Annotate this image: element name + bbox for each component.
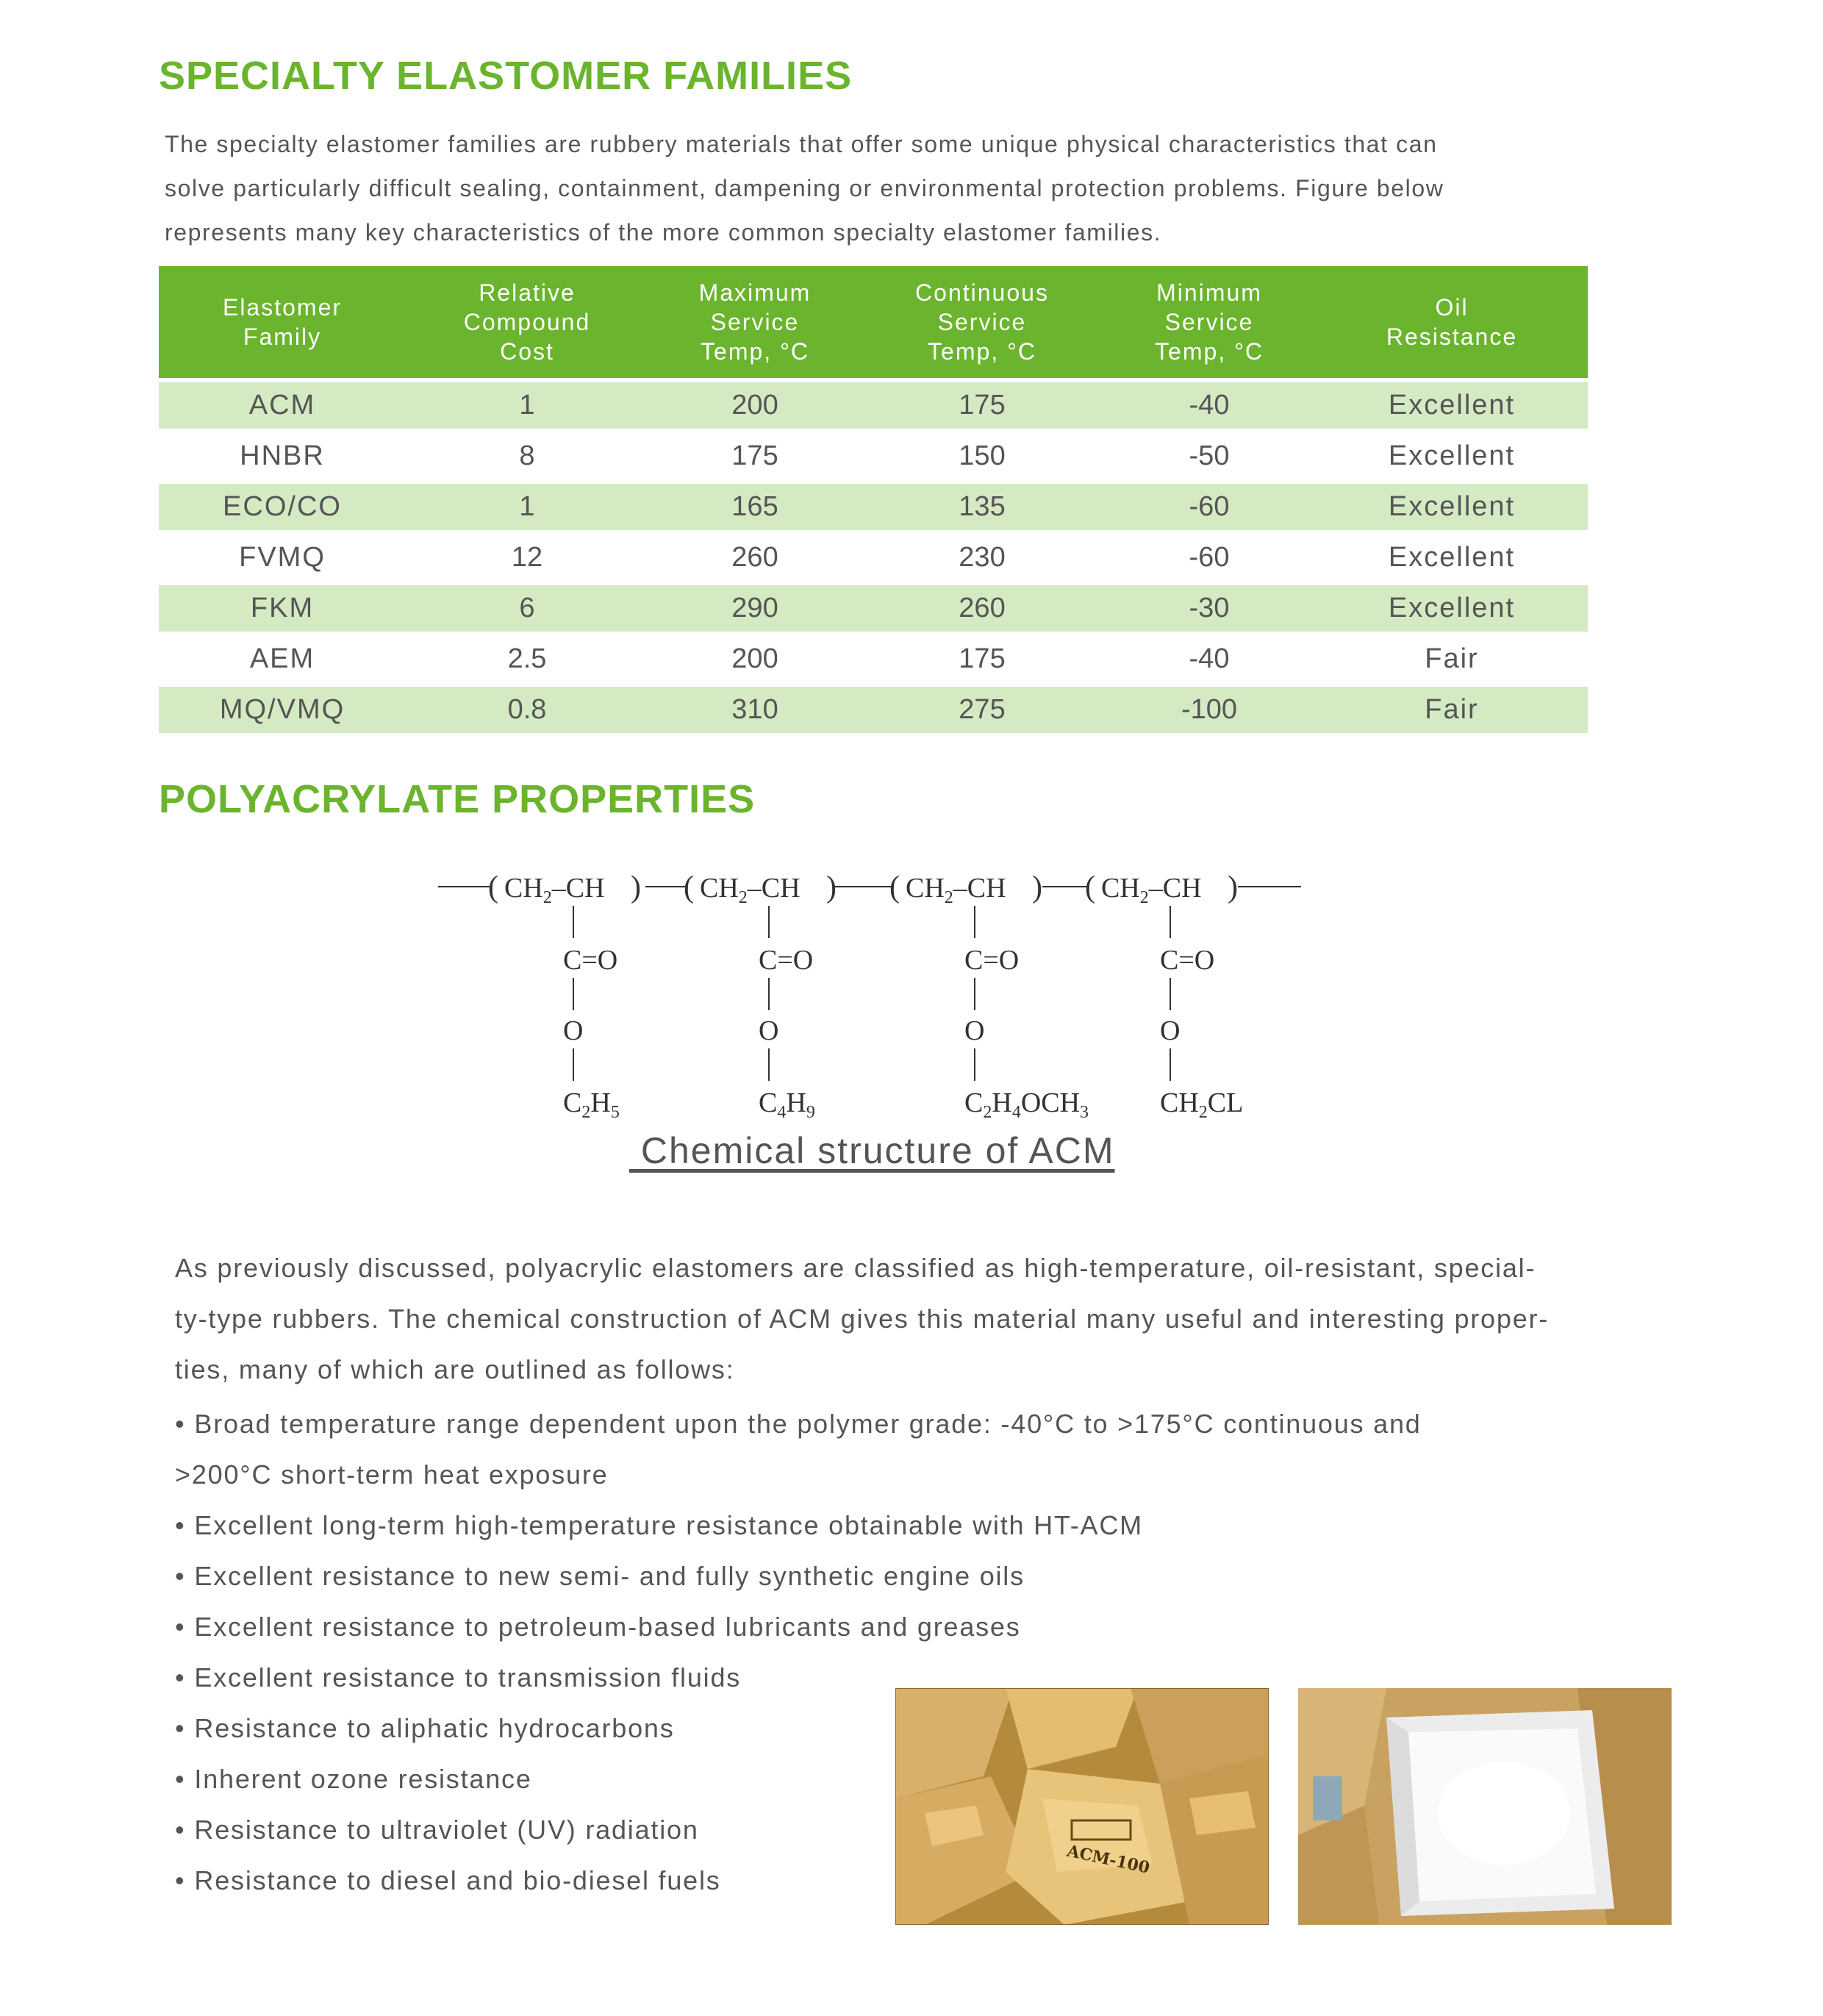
cell-max-temp: 175 [648, 431, 862, 482]
cell-oil: Excellent [1316, 431, 1588, 482]
paren-open: ( [1085, 871, 1095, 904]
table-row [159, 532, 1588, 583]
table-row [159, 634, 1588, 684]
oxygen-label: O [759, 1015, 779, 1046]
paren-close: ) [1032, 871, 1042, 904]
section-title-polyacrylate: POLYACRYLATE PROPERTIES [159, 777, 756, 821]
header-family [159, 266, 406, 380]
cell-oil: Excellent [1316, 583, 1588, 634]
header-line: Service [1164, 309, 1254, 335]
oxygen-label: O [563, 1015, 584, 1046]
header-oil [1316, 266, 1588, 380]
cell-family: HNBR [159, 431, 406, 482]
cell-min-temp: -50 [1103, 431, 1316, 482]
carbonyl-label: C=O [563, 945, 618, 976]
oxygen-label: O [964, 1015, 985, 1046]
side-group-label: $C_2H_5$ [563, 1087, 620, 1122]
header-cont-temp [862, 266, 1103, 380]
carbonyl-label: C=O [964, 945, 1020, 976]
list-item [175, 1398, 1422, 1449]
cell-cost: 2.5 [406, 634, 648, 684]
list-item-text: Broad temperature range dependent upon the polymer grade: -40°C to >175°C continuous and [194, 1409, 1422, 1439]
list-item-text: Excellent resistance to petroleum-based lubricants and greases [194, 1612, 1021, 1642]
side-group-label: $C_4H_9$ [759, 1087, 815, 1122]
paren-open: ( [889, 871, 900, 904]
cell-oil: Excellent [1316, 482, 1588, 532]
header-line: Service [710, 309, 800, 335]
cell-family: MQ/VMQ [159, 684, 406, 735]
intro-line: represents many key characteristics of the more common specialty elastomer families. [165, 219, 1162, 246]
header-line: Oil [1435, 294, 1469, 321]
header-cost [406, 266, 648, 380]
list-item-text: >200°C short-term heat exposure [175, 1459, 609, 1490]
table-body [159, 380, 1588, 735]
intro-line: The specialty elastomer families are rubbery materials that offer some unique physical characteristics that can [165, 131, 1438, 157]
cell-family: ECO/CO [159, 482, 406, 532]
cell-min-temp: -40 [1103, 634, 1316, 684]
section-title-specialty: SPECIALTY ELASTOMER FAMILIES [159, 54, 853, 98]
side-group-label: $CH_2CL$ [1160, 1087, 1244, 1122]
table-header-row [159, 266, 1588, 380]
list-item [175, 1601, 1422, 1652]
cell-family: AEM [159, 634, 406, 684]
header-line: Elastomer [222, 294, 343, 321]
paren-open: ( [488, 871, 498, 904]
header-line: Temp, °C [928, 338, 1036, 365]
header-line: Resistance [1386, 324, 1518, 350]
cell-cost: 12 [406, 532, 648, 583]
header-max-temp [648, 266, 862, 380]
cell-family: FVMQ [159, 532, 406, 583]
cell-cost: 0.8 [406, 684, 648, 735]
cell-oil: Excellent [1316, 532, 1588, 583]
cell-family: FKM [159, 583, 406, 634]
cell-max-temp: 200 [648, 634, 862, 684]
list-item-text: Excellent long-term high-temperature resistance obtainable with HT-ACM [194, 1510, 1143, 1540]
paren-close: ) [631, 871, 641, 904]
header-line: Continuous [915, 279, 1049, 306]
list-item-text: Excellent resistance to new semi- and fully synthetic engine oils [194, 1561, 1025, 1591]
list-item [175, 1500, 1422, 1551]
list-item-text: Excellent resistance to transmission fluids [194, 1662, 742, 1692]
cell-cont-temp: 175 [862, 380, 1103, 431]
intro-paragraph [165, 122, 1576, 254]
list-item-text: Resistance to aliphatic hydrocarbons [194, 1713, 675, 1743]
bullet-dot: • [175, 1815, 186, 1845]
bullet-dot: • [175, 1612, 186, 1642]
repeat-unit-label: $CH_2-CH$ [504, 873, 605, 907]
repeat-unit-label: $CH_2-CH$ [700, 873, 801, 907]
cell-max-temp: 310 [648, 684, 862, 735]
header-line: Compound [463, 309, 591, 335]
carbonyl-label: C=O [1160, 945, 1215, 976]
list-item-text: Resistance to diesel and bio-diesel fuels [194, 1865, 721, 1895]
acm-bags-photo [895, 1688, 1269, 1925]
elastomer-table [159, 266, 1588, 737]
cell-cont-temp: 135 [862, 482, 1103, 532]
table-row [159, 482, 1588, 532]
cell-min-temp: -60 [1103, 532, 1316, 583]
cell-max-temp: 260 [648, 532, 862, 583]
repeat-unit-label: $CH_2-CH$ [1101, 873, 1202, 907]
cell-max-temp: 200 [648, 380, 862, 431]
cell-cont-temp: 275 [862, 684, 1103, 735]
header-line: Minimum [1156, 279, 1262, 306]
header-line: Relative [479, 279, 576, 306]
header-line: Cost [500, 338, 554, 365]
bullet-dot: • [175, 1865, 186, 1895]
paren-close: ) [826, 871, 837, 904]
cell-cont-temp: 260 [862, 583, 1103, 634]
table-row [159, 380, 1588, 431]
table-row [159, 583, 1588, 634]
cell-cont-temp: 150 [862, 431, 1103, 482]
header-line: Temp, °C [701, 338, 809, 365]
cell-cont-temp: 230 [862, 532, 1103, 583]
intro-line: solve particularly difficult sealing, containment, dampening or environmental protection problems. Figure below [165, 175, 1444, 201]
list-item-text: Resistance to ultraviolet (UV) radiation [194, 1815, 699, 1845]
chem-caption: Chemical structure of ACM [629, 1130, 1115, 1171]
oxygen-label: O [1160, 1015, 1181, 1046]
cell-cost: 6 [406, 583, 648, 634]
cell-oil: Fair [1316, 684, 1588, 735]
body-line: ties, many of which are outlined as follows: [175, 1354, 735, 1384]
cell-min-temp: -30 [1103, 583, 1316, 634]
side-group-label: $C_2H_4OCH_3$ [964, 1087, 1089, 1122]
list-item [175, 1551, 1422, 1601]
body-line: ty-type rubbers. The chemical construction of ACM gives this material many useful and interesting proper- [175, 1304, 1550, 1334]
paren-open: ( [684, 871, 694, 904]
header-line: Service [937, 309, 1027, 335]
cell-cost: 1 [406, 380, 648, 431]
cell-oil: Excellent [1316, 380, 1588, 431]
acm-crepe-photo [1298, 1688, 1672, 1925]
list-item [175, 1449, 1422, 1500]
header-line: Maximum [698, 279, 812, 306]
bullet-dot: • [175, 1662, 186, 1692]
acm-chemical-structure-diagram [412, 846, 1338, 1140]
svg-text:ACM-100: ACM-100 [1065, 1841, 1152, 1878]
repeat-unit-label: $CH_2-CH$ [906, 873, 1006, 907]
bullet-dot: • [175, 1409, 186, 1439]
body-paragraph [175, 1243, 1645, 1395]
bullet-dot: • [175, 1561, 186, 1591]
cell-oil: Fair [1316, 634, 1588, 684]
table-row [159, 684, 1588, 735]
cell-min-temp: -60 [1103, 482, 1316, 532]
header-line: Temp, °C [1155, 338, 1264, 365]
bullet-dot: • [175, 1510, 186, 1540]
carbonyl-label: C=O [759, 945, 814, 976]
cell-cost: 1 [406, 482, 648, 532]
cell-min-temp: -40 [1103, 380, 1316, 431]
table-row [159, 431, 1588, 482]
cell-max-temp: 290 [648, 583, 862, 634]
bullet-dot: • [175, 1713, 186, 1743]
body-line: As previously discussed, polyacrylic elastomers are classified as high-temperature, oil-resistant, special- [175, 1253, 1536, 1283]
cell-min-temp: -100 [1103, 684, 1316, 735]
cell-family: ACM [159, 380, 406, 431]
cell-max-temp: 165 [648, 482, 862, 532]
bullet-dot: • [175, 1764, 186, 1794]
paren-close: ) [1228, 871, 1238, 904]
header-line: Family [243, 324, 322, 350]
cell-cont-temp: 175 [862, 634, 1103, 684]
header-min-temp [1103, 266, 1316, 380]
list-item-text: Inherent ozone resistance [194, 1764, 532, 1794]
cell-cost: 8 [406, 431, 648, 482]
